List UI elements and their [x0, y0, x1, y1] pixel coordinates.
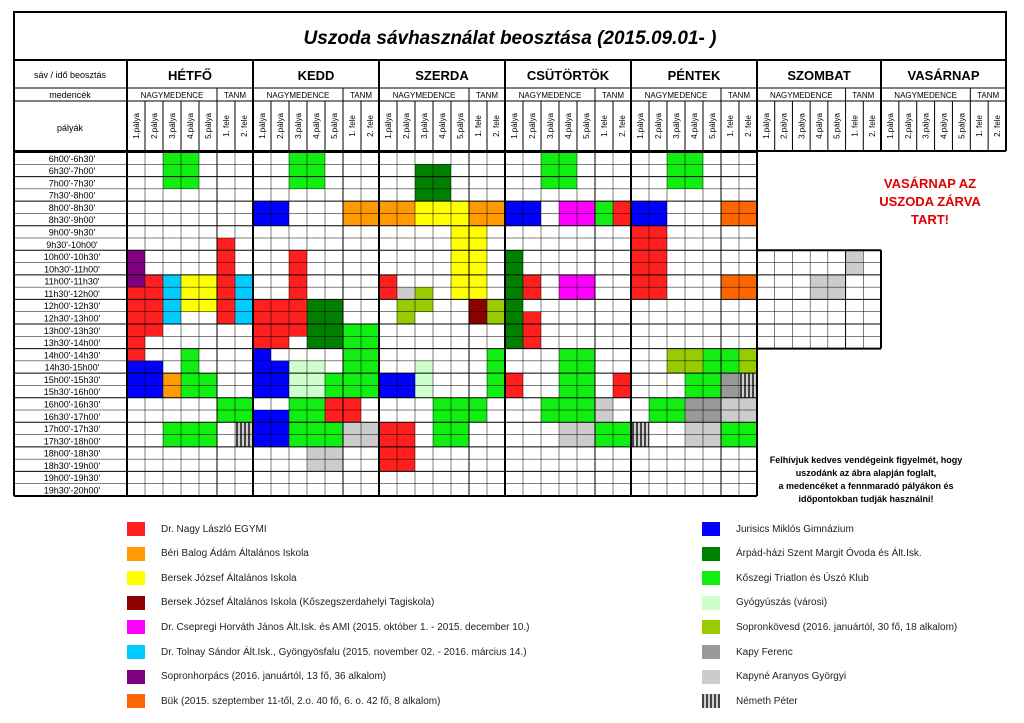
legend-item-left: [127, 520, 267, 538]
lane-label: 5.pálya: [957, 113, 967, 139]
pool-label-big: NAGYMEDENCE: [266, 91, 330, 100]
legend-label: Árpád-házi Szent Margit Óvoda és Ált.Isk.: [736, 548, 922, 560]
lane-label: 1.pálya: [258, 113, 267, 139]
time-label: 11h30'-12h00': [44, 288, 100, 299]
legend-label: Sopronkövesd (2016. januártól, 30 fő, 18 alkalom): [736, 621, 958, 633]
time-label: 17h30'-18h00': [43, 436, 101, 447]
legend-label: Bersek József Általános Iskola (Kőszegszerdahelyi Tagiskola): [161, 597, 435, 609]
pool-label-big: NAGYMEDENCE: [644, 91, 708, 100]
lane-label: 5.pálya: [330, 113, 339, 139]
time-label: 7h00'-7h30': [48, 178, 96, 189]
sunday-closed-line-1: VASÁRNAP AZ: [883, 176, 977, 191]
lane-label: 1. fele: [600, 115, 609, 137]
booking-block: [523, 312, 541, 349]
lane-label: 2. fele: [492, 115, 501, 137]
sunday-closed-line-2: USZODA ZÁRVA: [879, 194, 981, 209]
legend-item-right: [702, 545, 922, 563]
lane-label: 2. fele: [240, 115, 249, 137]
pool-label-small: TANM: [977, 91, 1000, 100]
usage-notice: [770, 455, 963, 504]
lane-label: 2.pálya: [779, 113, 789, 139]
pool-label-big: NAGYMEDENCE: [769, 91, 833, 100]
booking-block: [397, 287, 415, 299]
time-label: 10h30'-11h00': [44, 264, 100, 275]
legend-label: Sopronhorpács (2016. januártól, 13 fő, 36 alkalom): [161, 671, 387, 683]
booking-block: [271, 361, 289, 398]
time-label: 18h30'-19h00': [43, 460, 101, 471]
lane-label: 2.pálya: [402, 113, 411, 139]
pool-label-big: NAGYMEDENCE: [518, 91, 582, 100]
booking-block: [415, 361, 433, 398]
lane-label: 1. fele: [726, 115, 735, 137]
pool-label-small: TANM: [223, 91, 247, 100]
time-label: 6h30'-7h00': [48, 166, 96, 177]
lane-label: 1. fele: [975, 115, 985, 137]
pool-label-small: TANM: [349, 91, 373, 100]
day-header: PÉNTEK: [667, 68, 721, 83]
legend-label: Németh Péter: [736, 695, 798, 707]
pool-label-big: NAGYMEDENCE: [140, 91, 204, 100]
legend-swatch: [127, 547, 145, 561]
time-label: 16h30'-17h00': [43, 411, 101, 422]
booking-block: [145, 275, 163, 336]
legend-swatch: [702, 596, 720, 610]
time-label: 11h00'-11h30': [44, 276, 100, 287]
lane-label: 2. fele: [618, 115, 627, 137]
time-label: 17h00'-17h30': [43, 424, 101, 435]
lane-label: 1.pálya: [636, 113, 645, 139]
legend-label: Kapy Ferenc: [736, 646, 793, 658]
lane-label: 2. fele: [744, 115, 753, 137]
legend-swatch: [702, 571, 720, 585]
time-label: 12h30'-13h00': [43, 313, 101, 324]
lane-label: 4.pálya: [564, 113, 573, 139]
legend-item-left: [127, 643, 527, 661]
lane-label: 3.pálya: [420, 113, 429, 139]
legend-swatch: [702, 547, 720, 561]
day-header: HÉTFŐ: [167, 68, 213, 83]
legend-swatch: [702, 670, 720, 684]
legend-item-right: [702, 668, 846, 686]
time-label: 6h00'-6h30': [48, 153, 96, 164]
legend-label: Dr. Csepregi Horváth János Ált.Isk. és AMI (2015. október 1. - 2015. december 10.): [161, 621, 530, 633]
lane-label: 5.pálya: [456, 113, 465, 139]
legend-swatch: [127, 522, 145, 536]
time-label: 15h00'-15h30': [43, 374, 101, 385]
time-label: 13h00'-13h30': [43, 325, 101, 336]
lane-label: 2. fele: [366, 115, 375, 137]
notice-line-2: uszodánk az ábra alapján foglalt,: [795, 468, 937, 478]
booking-block: [217, 238, 235, 324]
legend-swatch: [127, 645, 145, 659]
lane-label: 1. fele: [474, 115, 483, 137]
notice-line-3: a medencéket a fennmaradó pályákon és: [778, 481, 954, 491]
day-header: KEDD: [297, 68, 335, 83]
time-label: 9h30'-10h00': [46, 239, 98, 250]
day-header: SZERDA: [415, 68, 469, 83]
lane-label: 2.pálya: [654, 113, 663, 139]
legend-item-right: [702, 594, 827, 612]
lane-label: 4.pálya: [312, 113, 321, 139]
legend-label: Dr. Tolnay Sándor Ált.Isk., Gyöngyösfalu (2015. november 02. - 2016. március 14.): [161, 646, 527, 658]
notice-line-1: Felhívjuk kedves vendégeink figyelmét, hogy: [769, 455, 963, 465]
lane-label: 1. fele: [850, 115, 860, 137]
lane-label: 2.pálya: [150, 113, 159, 139]
legend-label: Kapyné Aranyos Györgyi: [736, 671, 847, 683]
time-label: 12h00'-12h30': [43, 301, 101, 312]
legend-label: Gyógyúszás (városi): [736, 597, 828, 609]
day-header: VASÁRNAP: [907, 68, 980, 83]
time-label: 16h00'-16h30': [43, 399, 101, 410]
time-label: 19h30'-20h00': [43, 485, 101, 496]
lane-label: 2. fele: [993, 115, 1003, 137]
page-title: Uszoda sávhasználat beosztása (2015.09.01- ): [303, 28, 717, 49]
time-label: 13h30'-14h00': [43, 338, 101, 349]
legend-swatch: [702, 645, 720, 659]
legend-item-left: [127, 618, 530, 636]
notice-line-4: időpontokban tudják használni!: [798, 494, 934, 504]
lane-label: 3.pálya: [797, 113, 807, 139]
legend-item-right: [702, 643, 793, 661]
time-label: 8h00'-8h30': [48, 202, 96, 213]
lane-label: 3.pálya: [294, 113, 303, 139]
legend-label: Dr. Nagy László EGYMI: [161, 523, 267, 535]
legend-swatch: [702, 694, 720, 708]
legend-label: Bersek József Általános Iskola: [161, 572, 297, 584]
legend-item-right: [702, 569, 869, 587]
day-header: CSÜTÖRTÖK: [526, 68, 610, 83]
pool-label-small: TANM: [852, 91, 875, 100]
time-label: 18h00'-18h30': [43, 448, 101, 459]
time-label: 14h30-15h00': [44, 362, 100, 373]
legend-label: Kőszegi Triatlon és Úszó Klub: [736, 572, 869, 584]
legend-item-left: [127, 569, 297, 587]
legend-item-left: [127, 545, 309, 563]
pool-label-big: NAGYMEDENCE: [894, 91, 957, 100]
pool-label-big: NAGYMEDENCE: [392, 91, 456, 100]
lane-label: 3.pálya: [921, 113, 931, 139]
time-label: 9h00'-9h30': [48, 227, 96, 238]
lane-label: 3.pálya: [168, 113, 177, 139]
legend-swatch: [127, 670, 145, 684]
pool-label-small: TANM: [601, 91, 625, 100]
header-label-pools: medencék: [49, 90, 91, 100]
lane-label: 1.pálya: [510, 113, 519, 139]
lane-label: 5.pálya: [582, 113, 591, 139]
booking-block: [289, 250, 307, 336]
header-label-lanes: pályák: [56, 123, 84, 133]
pool-label-small: TANM: [727, 91, 751, 100]
lane-label: 4.pálya: [939, 113, 949, 139]
pool-label-small: TANM: [475, 91, 499, 100]
lane-label: 4.pálya: [690, 113, 699, 139]
lane-label: 1.pálya: [384, 113, 393, 139]
legend-label: Jurisics Miklós Gimnázium: [736, 523, 854, 535]
lane-label: 3.pálya: [546, 113, 555, 139]
lane-label: 4.pálya: [186, 113, 195, 139]
lane-label: 1.pálya: [132, 113, 141, 139]
lane-label: 2. fele: [868, 115, 878, 137]
lane-label: 5.pálya: [708, 113, 717, 139]
legend-item-left: [127, 668, 386, 686]
lane-label: 1.pálya: [761, 113, 771, 139]
legend-item-right: [702, 618, 957, 636]
time-label: 14h00'-14h30': [43, 350, 101, 361]
day-header: SZOMBAT: [787, 68, 851, 83]
legend-swatch: [127, 596, 145, 610]
lane-label: 5.pálya: [204, 113, 213, 139]
time-label: 15h30'-16h00': [43, 387, 101, 398]
sunday-closed-line-3: TART!: [910, 212, 950, 227]
legend-label: Bük (2015. szeptember 11-től, 2.o. 40 fő, 6. o. 42 fő, 8 alkalom): [161, 695, 441, 707]
legend-label: Béri Balog Ádám Általános Iskola: [161, 548, 309, 560]
legend-item-right: [702, 692, 798, 710]
lane-label: 2.pálya: [276, 113, 285, 139]
header-label-slot-time: sáv / idő beosztás: [33, 70, 107, 80]
lane-label: 3.pálya: [672, 113, 681, 139]
legend-item-right: [702, 520, 854, 538]
lane-label: 5.pálya: [832, 113, 842, 139]
lane-label: 1. fele: [222, 115, 231, 137]
legend-swatch: [127, 620, 145, 634]
lane-label: 1. fele: [348, 115, 357, 137]
time-label: 10h00'-10h30': [43, 252, 101, 263]
time-label: 19h00'-19h30': [43, 473, 101, 484]
time-label: 8h30'-9h00': [48, 215, 96, 226]
legend-item-left: [127, 692, 440, 710]
legend-swatch: [127, 694, 145, 708]
time-label: 7h30'-8h00': [48, 190, 96, 201]
lane-label: 2.pálya: [528, 113, 537, 139]
legend-swatch: [702, 620, 720, 634]
lane-label: 4.pálya: [815, 113, 824, 139]
legend-swatch: [702, 522, 720, 536]
lane-label: 4.pálya: [438, 113, 447, 139]
lane-label: 1.pálya: [885, 113, 895, 139]
booking-block: [127, 250, 145, 287]
lane-label: 2.pálya: [903, 113, 913, 139]
legend-item-left: [127, 594, 434, 612]
legend-swatch: [127, 571, 145, 585]
